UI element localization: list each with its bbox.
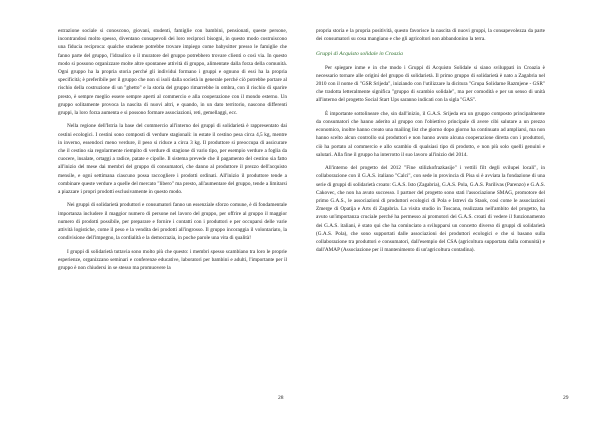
page-number-right: 29: [563, 395, 569, 401]
paragraph: Per spiegare inme e in che modo i Gruppi di Acquisto Solidale si siano sviluppati in Croazia è necessario tornare alle origini del gruppo di solidarietà. Il primo gruppo di solidarietà è nato a Zagabria nel 2010 con il nome di "GSR Srijeda", iniziando con l'utilizzare la dicitura "Grupa Solidarne Razmjene - GSR" che tradotta letteralmente significa "gruppo di scambio solidale", ma per comodità e per un senso di unità all'interno del progetto Social Start Ups saranno indicati con la sigla "GAS".: [316, 64, 545, 104]
left-page-body: [58, 27, 287, 277]
paragraph: Nella regione dell'Istria la base del commercio all'interno dei gruppi di solidarietà è rappresentato dai cestini ecologici. I cestini sono composti di verdure stagionali: in estate il cestino pesa circa 4,5 kg, mentre in inverno, essendoci meno verdure, il peso si riduce a circa 3 kg. Il produttore si preoccupa di assicurare che il cestino sia regolarmente riempito di verdure di stagione di vario tipo, per esempio verdure a foglia da cuocere, insalate, ortaggi a radice, patate e cipolle. Il sistema prevede che il pagamento del cestino sia fatto all'inizio del mese dai membri del gruppo di consumatori, che danno al produttore il prezzo dell'acquisto mensile, e ogni settimana ciascuno possa raccogliere i prodotti ordinati. All'inizio il produttore tende a combinare queste verdure a quelle del mercato "libero" ma presto, all'aumentare del gruppo, tende a limitarsi a piazzare i propri prodotti esclusivamente in questo modo.: [58, 123, 287, 196]
right-page-body: [316, 27, 545, 260]
page-number-left: 28: [278, 395, 284, 401]
section-heading: Gruppi di Acquisto solidale in Croazia: [316, 51, 403, 58]
paragraph: All'interno del progetto del 2012 "Fine stilizkofrazkasije" i vettili filt degli svilupei locali", in collaborazione con il G.A.S. italiano "Calci", con sede in provincia di Pisa si è avviata la fondazione di una serie di gruppi di solidarietà croato: G.A.S. Isto (Zagabria), G.A.S. Pola, G.A.S. Parilivas (Parenzo) e G.A.S. Cakovec, che non ha avuto successo. I partner del progetto sono stati l'associazione SMAG, promotore del primo G.A.S., le associazioni di produttori ecologici di Pola e Istrevi da Staok, così come le associazioni Zmerge di Opatija e Arts di Zagabria. La visita studio in Toscana, realizzata nell'ambito del progetto, ha avuto un'importanza cruciale perché ha permesso ai promotori dei G.A.S. croati di vedere il funzionamento dei G.A.S. italiani, è stato qui che ha cominciato a svilupparsi un concetto diverso di gruppi di solidarietà (G.A.S. Pola), che sono supportati dalle associazioni dei produttori ecologici e che si basano sulla collaborazione tra produttori e consumatori, dall'esempio del CSA (agricoltura supportata dalla comunità) e dall'AMAP (Associazione per il mantenimento di un'agricoltura contadina).: [316, 165, 545, 254]
paragraph: I gruppi di solidarietà tuttavia sono molto più che questo: i membri spesso scambiano tra loro le proprie esperienze, organizzano seminari e conferenze educative, laboratori per bambini e adulti, l'importante per il gruppo è non chiudersi in se stesso ma promuovere la: [58, 248, 287, 272]
paragraph: estrazione sociale si conoscono, giovani, studenti, famiglie con bambini, pensionati, queste persone, incontrandosi molto spesso, diventano consapevoli dei loro reciproci bisogni, in questo modo costruiscono una fiducia reciproca: qualche studente potrebbe trovare impiego come babysitter presso le famiglie che fanno parte del gruppo, l'idraulico o il muratore del gruppo potrebbero trovare clienti o così via. In questo modo si possono organizzare molte altre spontanee attività di gruppo, alimentate dalla forza della comunità. Ogni gruppo ha la propria storia perché gli individui formano i gruppi e ognuno di essi ha la propria specificità; è preferibile per il gruppo che non si isoli dalla società in generale perché ciò potrebbe portare al rischio della costruzione di un "ghetto" e la storia del gruppo rimarrebbe in ombra, con il rischio di sparire presto, è sempre meglio essere sempre aperti al commercio e alla cooperazione con il mondo esterno. Un gruppo solitamente provoca la nascita di nuovi altri, e quando, in un dato territorio, nascono differenti gruppi, la loro forza aumenta e si possono formare associazioni, reti, gemellaggi, ecc.: [58, 28, 287, 117]
paragraph: Nei gruppi di solidarietà produttori e consumatori fanno un essenziale sforzo comune, è di fondamentale importanza includere il maggior numero di persone nel lavoro del gruppo, per offrire al gruppo il maggior numero di prodotti possibile, per preparare e fornire i contatti con i produttori e per occuparsi delle varie attività logistiche, come il peso e la vendita dei prodotti all'ingrosso. Il gruppo incoraggia il volontariato, la condivisione dell'impegno, la cordialità e la democrazia, in poche parole una vita di qualità!: [58, 202, 287, 242]
paragraph: propria storia e la propria positività, questo favorisce la nascita di nuovi gruppi, la consapevolezza da parte dei consumatori su cosa mangiano e che gli agricoltori non abbandonino la terra.: [316, 28, 545, 43]
paragraph: È importante sottolineare che, sin dall'inizio, il G.A.S. Srijeda era un gruppo composto principalmente da consumatori che hanno aderito al gruppo con l'obiettivo principale di avere cibi salutare a un prezzo economico, inoltre hanno creato una mailing list che giorno dopo giorno ha continuato ad ampliarsi, ma non hanno scelto alcun controllo sui produttori e non hanno avuto alcuna cooperazione diretta con i produttori, ciò ha portato al commercio e allo scambio di qualsiasi tipo di prodotto, e non più solo quelli genuini e salutari. Alla fine il gruppo ha interrotto il suo lavoro all'inizio del 2014.: [316, 110, 545, 158]
